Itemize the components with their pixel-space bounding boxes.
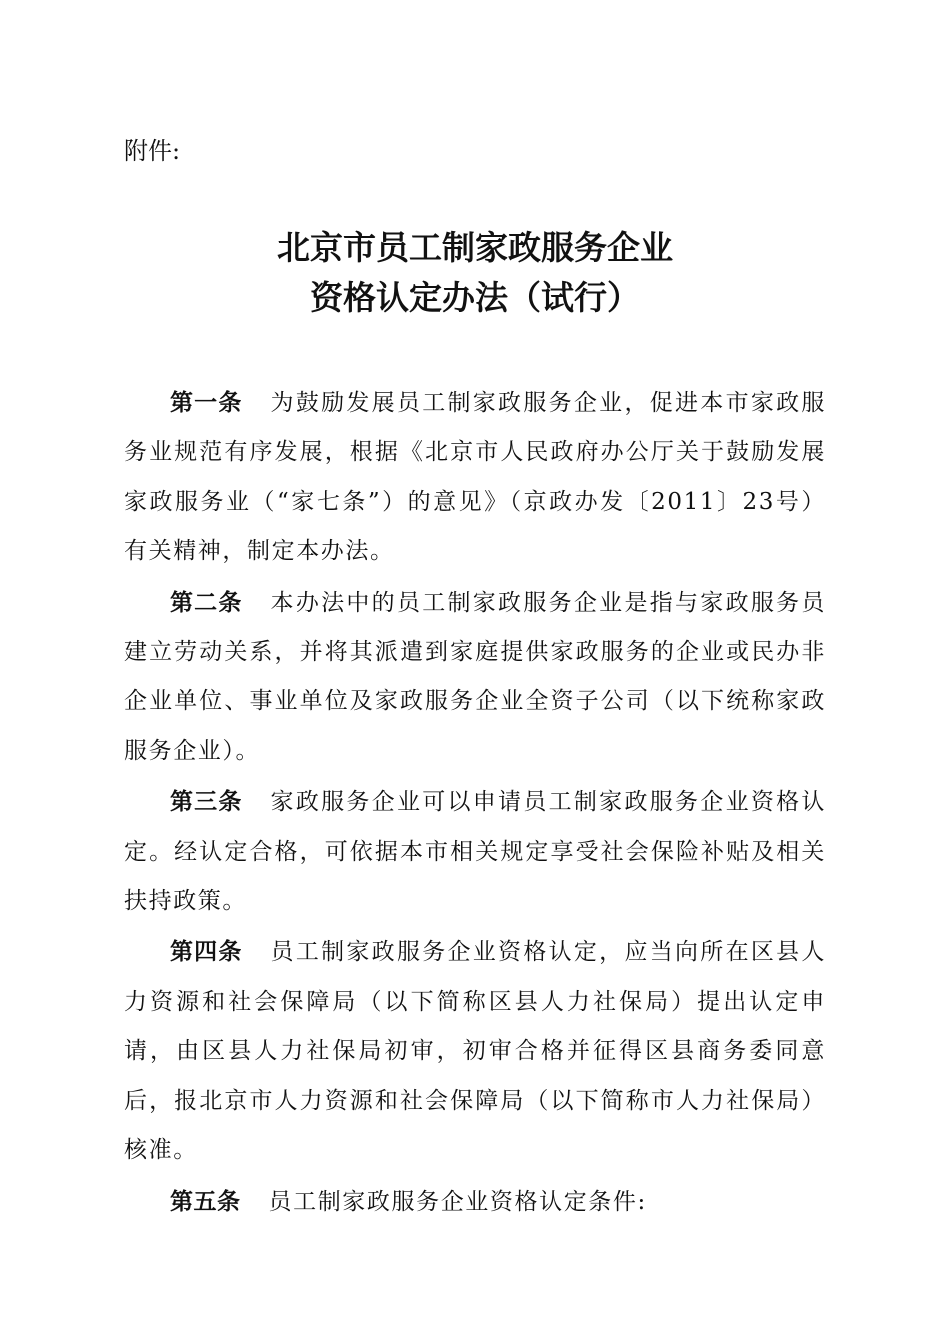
article-5 (124, 1178, 826, 1227)
article-1 (124, 379, 826, 577)
article-text: 家政服务企业可以申请员工制家政服务企业资格认定。经认定合格，可依据本市相关规定享受社会保险补贴及相关扶持政策。 (124, 789, 827, 915)
article-text: 员工制家政服务企业资格认定条件: (268, 1188, 647, 1215)
title-line-2: 资格认定办法（试行） (310, 278, 640, 317)
article-3 (124, 778, 826, 926)
article-2 (124, 579, 826, 777)
article-heading: 第四条 (170, 939, 243, 966)
article-heading: 第二条 (170, 589, 243, 616)
article-text: 员工制家政服务企业资格认定，应当向所在区县人力资源和社会保障局（以下简称区县人力社保局）提出认定申请，由区县人力社保局初审，初审合格并征得区县商务委同意后，报北京市人力资源和社会保障局（以下简称市人力社保局）核准。 (124, 939, 827, 1164)
article-heading: 第三条 (170, 789, 243, 816)
article-heading: 第一条 (170, 390, 243, 416)
attachment-label: 附件: (124, 137, 181, 165)
article-heading: 第五条 (170, 1188, 241, 1215)
article-text: 为鼓励发展员工制家政服务企业，促进本市家政服务业规范有序发展，根据《北京市人民政府办公厅关于鼓励发展家政服务业（“家七条”）的意见》（京政办发〔2011〕23号）有关精神，制定本办法。 (124, 390, 827, 565)
document-title (124, 223, 826, 323)
article-4 (124, 928, 826, 1175)
document-body (124, 379, 826, 1229)
article-text: 本办法中的员工制家政服务企业是指与家政服务员建立劳动关系，并将其派遣到家庭提供家政服务的企业或民办非企业单位、事业单位及家政服务企业全资子公司（以下统称家政服务企业）。 (124, 589, 827, 764)
title-line-1: 北京市员工制家政服务企业 (277, 228, 673, 267)
